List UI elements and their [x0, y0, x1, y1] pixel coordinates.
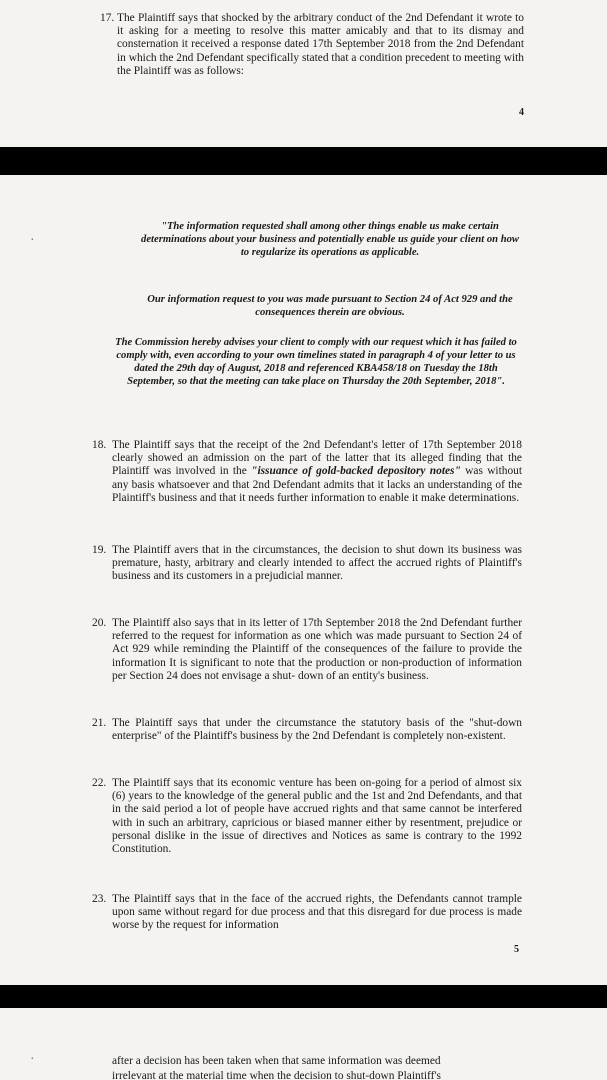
paragraph-text: The Plaintiff says that under the circumstance the statutory basis of the "shut-down enterprise" of the Plaintiff's business by the 2nd Defendant is completely non-existent. — [112, 717, 522, 743]
document-page-6 — [0, 1008, 607, 1080]
document-page-4 — [0, 0, 607, 147]
paragraph-18 — [92, 439, 522, 505]
paragraph-number: 17. — [100, 12, 115, 24]
paragraph-17 — [100, 12, 524, 78]
quoted-letter-paragraph-3: The Commission hereby advises your client to comply with our request which it has failed to comply with, even according to your own timelines stated in paragraph 4 of your letter to us dated the 29th day of August, 2018 and referenced KBA458/18 on Tuesday the 18th September, so that the meeting can take place on Thursday the 20th September, 2018". — [115, 337, 517, 387]
paragraph-number: 19. — [92, 544, 107, 556]
paragraph-23 — [92, 893, 522, 933]
paragraph-text: The Plaintiff says that in the face of the accrued rights, the Defendants cannot trample upon same without regard for due process and that this disregard for due process is made worse by the request for information — [112, 893, 522, 932]
paragraph-text-part: was without any basis whatsoever and that 2nd Defendant admits that it lacks an understanding of the Plaintiff's business and that it needs further information to enable it make determinations. — [112, 465, 523, 504]
paragraph-21 — [92, 717, 522, 743]
paragraph-number: 22. — [92, 777, 107, 789]
continuation-line-1: after a decision has been taken when that same information was deemed — [112, 1055, 441, 1067]
paragraph-number: 20. — [92, 617, 107, 629]
paragraph-22 — [92, 777, 522, 856]
quoted-phrase: "issuance of gold-backed depository notes" — [251, 465, 461, 478]
paragraph-number: 23. — [92, 893, 107, 905]
paragraph-text: The Plaintiff also says that in its letter of 17th September 2018 the 2nd Defendant further referred to the request for information as one which was made pursuant to Section 24 of Act 929 while reminding the Plaintiff of the consequences of the failure to provide the information It is significant to note that the production or non-production of information per Section 24 does not envisage a shut- down of an entity's business. — [112, 617, 522, 682]
scan-dot-mark: · — [30, 233, 35, 248]
paragraph-text-part: The Plaintiff says that the receipt of the 2nd Defendant's letter of 17th September 2018 clearly showed an admission on the part of the latter that its alleged finding that the Plaintiff was involved in the — [112, 439, 522, 478]
continuation-line-2: irrelevant at the material time when the decision to shut-down Plaintiff's — [112, 1070, 441, 1080]
paragraph-text: The Plaintiff avers that in the circumstances, the decision to shut down its business was premature, hasty, arbitrary and clearly intended to affect the accrued rights of Plaintiff's business and its customers in a prejudicial manner. — [112, 544, 522, 583]
paragraph-number: 21. — [92, 717, 107, 729]
scan-dot-mark: · — [30, 1052, 35, 1067]
page-number: 4 — [519, 107, 524, 118]
paragraph-text — [92, 439, 522, 505]
document-page-5 — [0, 175, 607, 985]
quoted-letter-paragraph-2: Our information request to you was made pursuant to Section 24 of Act 929 and the consequences therein are obvious. — [147, 294, 513, 318]
paragraph-19 — [92, 544, 522, 584]
page-number: 5 — [514, 944, 519, 955]
paragraph-number: 18. — [92, 439, 107, 451]
paragraph-20 — [92, 617, 522, 683]
paragraph-text: The Plaintiff says that its economic venture has been on-going for a period of almost six (6) years to the knowledge of the general public and the 1st and 2nd Defendants, and that in the said period a lot of people have accrued rights and that same cannot be interfered with in such an arbitrary, capricious or biased manner either by resentment, prejudice or personal dislike in the issue of directives and Notices as same is contrary to the 1992 Constitution. — [112, 777, 522, 856]
quoted-letter-paragraph-1: "The information requested shall among other things enable us make certain determinations about your business and potentially enable us guide your client on how to regularize its operations as applicable. — [141, 221, 519, 258]
paragraph-text: The Plaintiff says that shocked by the arbitrary conduct of the 2nd Defendant it wrote to it asking for a meeting to resolve this matter amicably and that to its dismay and consternation it received a response dated 17th September 2018 from the 2nd Defendant in which the 2nd Defendant specifically stated that a condition precedent to meeting with the Plaintiff was as follows: — [117, 12, 524, 77]
